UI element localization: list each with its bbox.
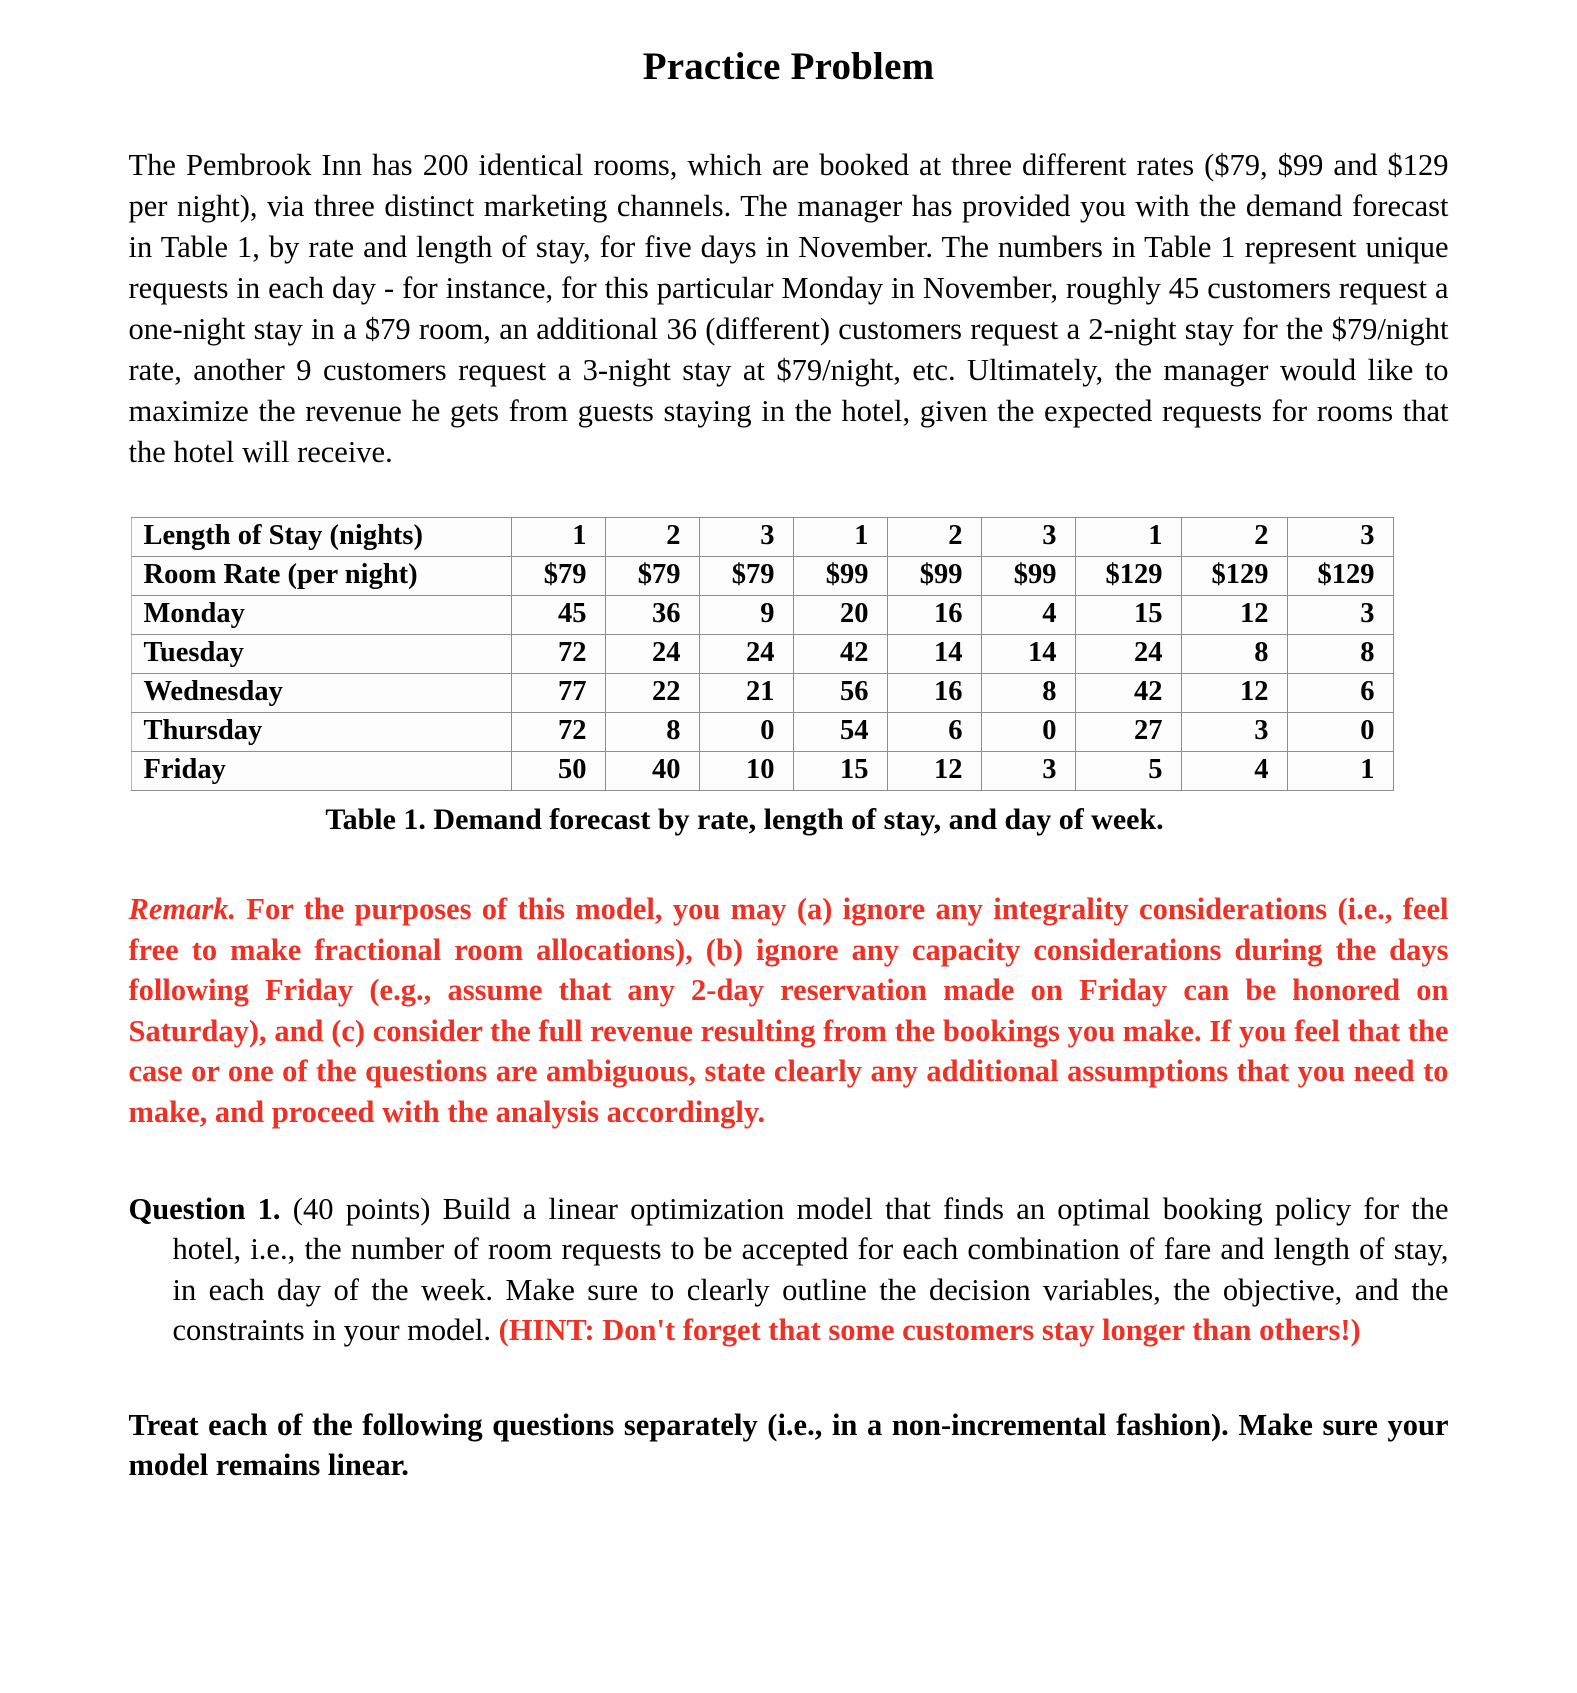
demand-table-block (129, 517, 1449, 837)
rate-cell-2: $79 (605, 557, 699, 596)
tuesday-c9: 8 (1287, 635, 1393, 674)
tuesday-c7: 24 (1075, 635, 1181, 674)
demand-table-body (131, 518, 1393, 791)
wednesday-c1: 77 (511, 674, 605, 713)
tuesday-c3: 24 (699, 635, 793, 674)
los-cell-5: 2 (887, 518, 981, 557)
thursday-c9: 0 (1287, 713, 1393, 752)
question-1-block (129, 1189, 1449, 1351)
day-label-thursday: Thursday (131, 713, 511, 752)
question-1-hint: (HINT: Don't forget that some customers stay longer than others!) (498, 1313, 1361, 1348)
header-room-rate: Room Rate (per night) (131, 557, 511, 596)
tuesday-c8: 8 (1181, 635, 1287, 674)
thursday-c4: 54 (793, 713, 887, 752)
document-page (0, 44, 1577, 1693)
wednesday-c6: 8 (981, 674, 1075, 713)
thursday-c6: 0 (981, 713, 1075, 752)
page-title: Practice Problem (642, 45, 935, 88)
table-row-length-of-stay (131, 518, 1393, 557)
friday-c4: 15 (793, 752, 887, 791)
remark-lead: Remark. (128, 892, 237, 927)
question-1-label: Question 1. (128, 1191, 281, 1226)
monday-c4: 20 (793, 596, 887, 635)
question-1-text: (40 points) Build a linear optimization model that finds an optimal booking policy for the hotel, i.e., the number of room requests to be accepted for each combination of fare and length of stay, in each day of the week. Make sure to clearly outline the decision variables, the objective, and the constraints in your model. (172, 1191, 1449, 1348)
rate-cell-5: $99 (887, 557, 981, 596)
wednesday-c5: 16 (887, 674, 981, 713)
wednesday-c8: 12 (1181, 674, 1287, 713)
friday-c5: 12 (887, 752, 981, 791)
table-row-room-rate (131, 557, 1393, 596)
closing-paragraph: Treat each of the following questions separately (i.e., in a non-incremental fashion). Make sure your model remains linear. (128, 1407, 1449, 1483)
los-cell-4: 1 (793, 518, 887, 557)
intro-paragraph: The Pembrook Inn has 200 identical rooms, which are booked at three different rates ($79, $99 and $129 per night), via three distinct marketing channels. The manager has provided you with the demand forecast in Table 1, by rate and length of stay, for five days in November. The numbers in Table 1 represent unique requests in each day - for instance, for this particular Monday in November, roughly 45 customers request a one-night stay in a $79 room, an additional 36 (different) customers request a 2-night stay for the $79/night rate, another 9 customers request a 3-night stay at $79/night, etc. Ultimately, the manager would like to maximize the revenue he gets from guests staying in the hotel, given the expected requests for rooms that the hotel will receive. (128, 148, 1449, 470)
thursday-c2: 8 (605, 713, 699, 752)
day-label-friday: Friday (131, 752, 511, 791)
document-body (129, 145, 1449, 1486)
monday-c9: 3 (1287, 596, 1393, 635)
wednesday-c7: 42 (1075, 674, 1181, 713)
table-row (131, 752, 1393, 791)
rate-cell-3: $79 (699, 557, 793, 596)
question-1-paragraph (129, 1189, 1449, 1351)
los-cell-8: 2 (1181, 518, 1287, 557)
rate-cell-9: $129 (1287, 557, 1393, 596)
wednesday-c4: 56 (793, 674, 887, 713)
rate-cell-7: $129 (1075, 557, 1181, 596)
friday-c8: 4 (1181, 752, 1287, 791)
rate-cell-6: $99 (981, 557, 1075, 596)
los-cell-7: 1 (1075, 518, 1181, 557)
thursday-c8: 3 (1181, 713, 1287, 752)
thursday-c5: 6 (887, 713, 981, 752)
tuesday-c2: 24 (605, 635, 699, 674)
rate-cell-1: $79 (511, 557, 605, 596)
wednesday-c9: 6 (1287, 674, 1393, 713)
day-label-wednesday: Wednesday (131, 674, 511, 713)
friday-c3: 10 (699, 752, 793, 791)
monday-c2: 36 (605, 596, 699, 635)
remark-text: For the purposes of this model, you may (a) ignore any integrality considerations (i.e., feel free to make fractional room allocations), (b) ignore any capacity considerations during the days following Friday (e.g., assume that any 2-day reservation made on Friday can be honored on Saturday), and (c) consider the full revenue resulting from the bookings you make. If you feel that the case or one of the questions are ambiguous, state clearly any additional assumptions that you need to make, and proceed with the analysis accordingly. (128, 892, 1449, 1129)
friday-c1: 50 (511, 752, 605, 791)
tuesday-c6: 14 (981, 635, 1075, 674)
friday-c6: 3 (981, 752, 1075, 791)
tuesday-c5: 14 (887, 635, 981, 674)
wednesday-c2: 22 (605, 674, 699, 713)
rate-cell-4: $99 (793, 557, 887, 596)
thursday-c3: 0 (699, 713, 793, 752)
tuesday-c4: 42 (793, 635, 887, 674)
friday-c2: 40 (605, 752, 699, 791)
monday-c1: 45 (511, 596, 605, 635)
los-cell-9: 3 (1287, 518, 1393, 557)
wednesday-c3: 21 (699, 674, 793, 713)
table-row (131, 596, 1393, 635)
monday-c8: 12 (1181, 596, 1287, 635)
table-caption: Table 1. Demand forecast by rate, length of stay, and day of week. (325, 803, 1164, 837)
los-cell-2: 2 (605, 518, 699, 557)
los-cell-3: 3 (699, 518, 793, 557)
thursday-c7: 27 (1075, 713, 1181, 752)
tuesday-c1: 72 (511, 635, 605, 674)
remark-paragraph (129, 889, 1449, 1132)
header-length-of-stay: Length of Stay (nights) (131, 518, 511, 557)
los-cell-1: 1 (511, 518, 605, 557)
thursday-c1: 72 (511, 713, 605, 752)
friday-c9: 1 (1287, 752, 1393, 791)
monday-c3: 9 (699, 596, 793, 635)
rate-cell-8: $129 (1181, 557, 1287, 596)
los-cell-6: 3 (981, 518, 1075, 557)
monday-c6: 4 (981, 596, 1075, 635)
monday-c7: 15 (1075, 596, 1181, 635)
day-label-monday: Monday (131, 596, 511, 635)
monday-c5: 16 (887, 596, 981, 635)
table-row (131, 635, 1393, 674)
friday-c7: 5 (1075, 752, 1181, 791)
question-1-spacer (129, 1192, 281, 1226)
day-label-tuesday: Tuesday (131, 635, 511, 674)
table-row (131, 674, 1393, 713)
demand-forecast-table (131, 517, 1394, 791)
table-row (131, 713, 1393, 752)
